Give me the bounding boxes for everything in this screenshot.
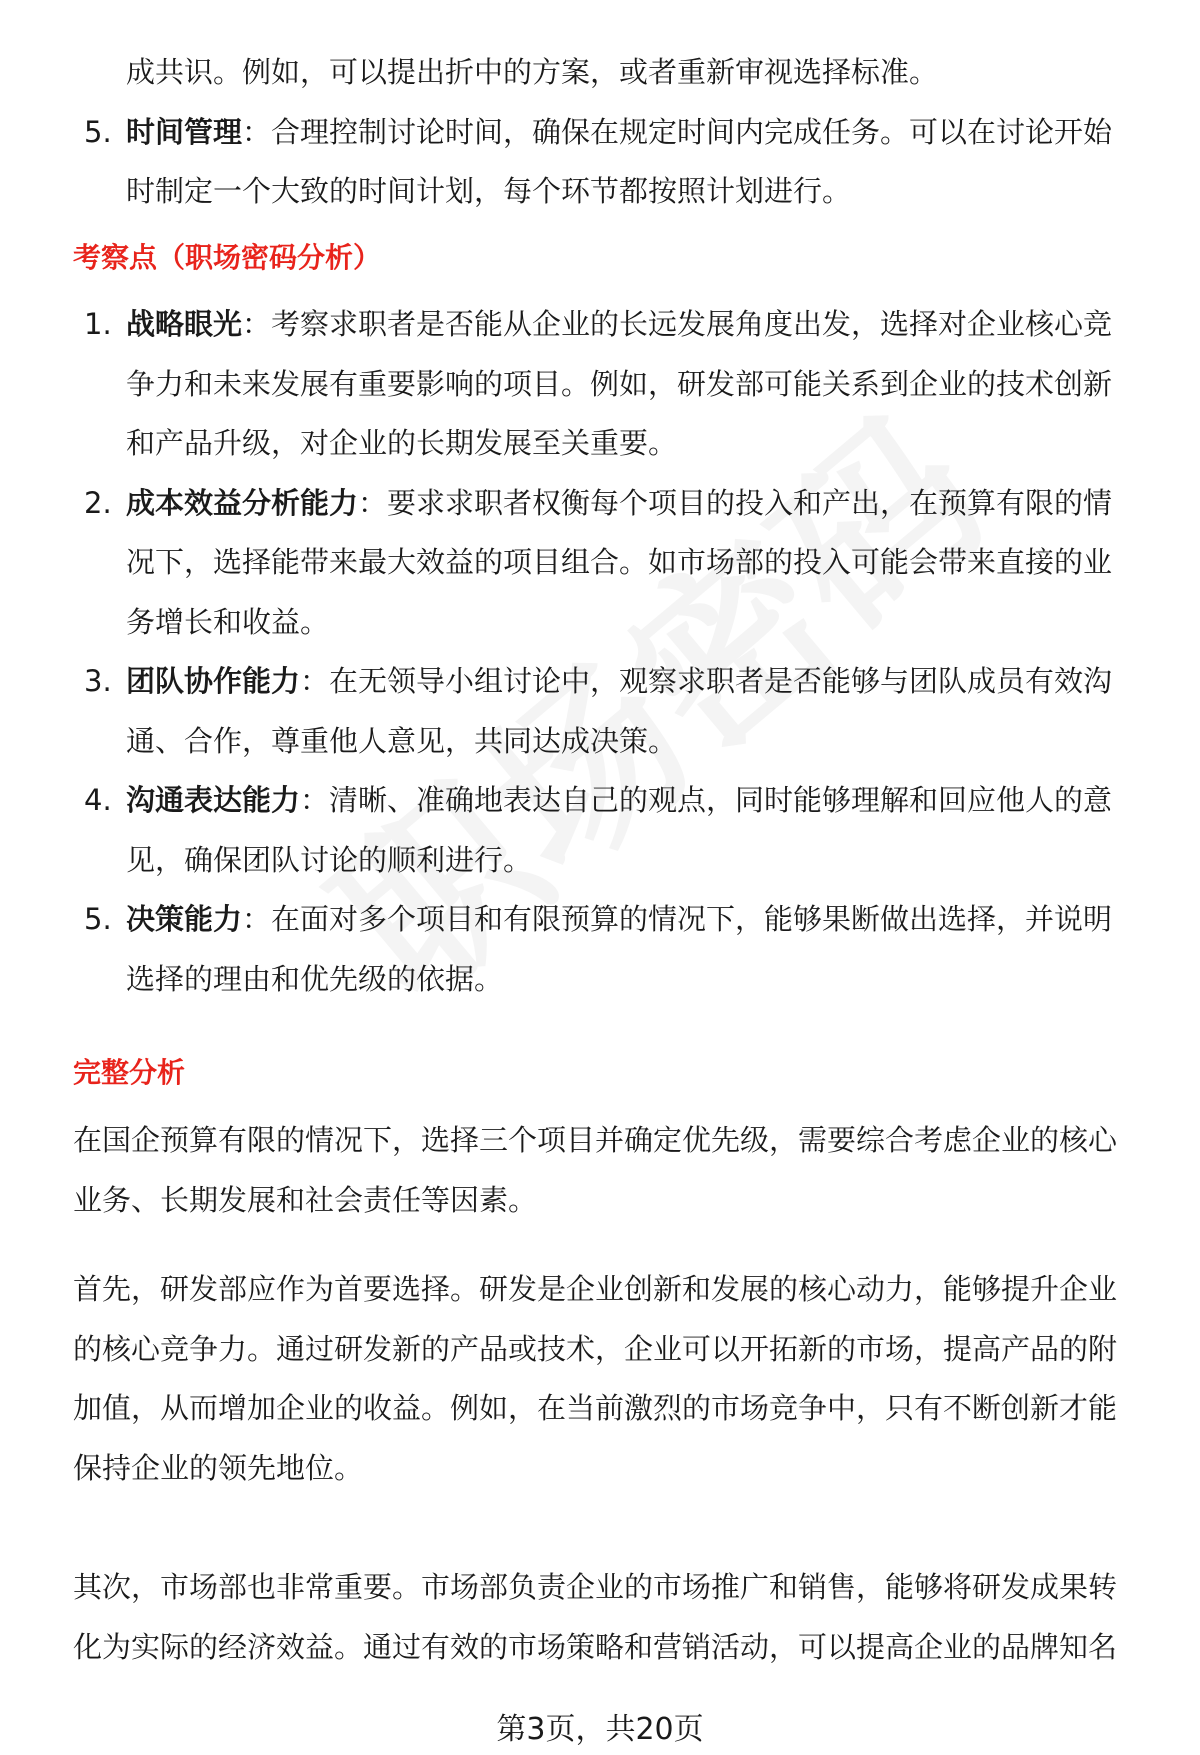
- list-item: [0, 652, 1200, 771]
- section-title-analysis: 完整分析: [73, 1056, 186, 1089]
- item-term: 沟通表达能力: [126, 783, 301, 817]
- item-text: ：考察求职者是否能从企业的长远发展角度出发，选择对企业核心竞: [242, 307, 1113, 341]
- text-line: 的核心竞争力。通过研发新的产品或技术，企业可以开拓新的市场，提高产品的附: [73, 1331, 1118, 1366]
- text-line: 首先，研发部应作为首要选择。研发是企业创新和发展的核心动力，能够提升企业: [73, 1272, 1118, 1306]
- list-number: 2.: [84, 485, 112, 520]
- text-line: 在国企预算有限的情况下，选择三个项目并确定优先级，需要综合考虑企业的核心: [73, 1123, 1118, 1157]
- paragraph: [73, 1558, 1117, 1677]
- text-line: 况下，选择能带来最大效益的项目组合。如市场部的投入可能会带来直接的业: [126, 545, 1113, 579]
- item-text: ：在无领导小组讨论中，观察求职者是否能够与团队成员有效沟: [300, 664, 1113, 698]
- section-title-assessment: 考察点（职场密码分析）: [73, 241, 382, 274]
- list-number: 5.: [84, 114, 112, 149]
- item-term: 时间管理: [126, 114, 243, 149]
- text-line: [0, 103, 1200, 163]
- list-item: [0, 295, 1200, 474]
- item-term: 团队协作能力: [126, 664, 301, 698]
- list-item: [0, 474, 1200, 653]
- list-item: [0, 771, 1200, 890]
- text-line: 争力和未来发展有重要影响的项目。例如，研发部可能关系到企业的技术创新: [126, 366, 1113, 401]
- text-line: 加值，从而增加企业的收益。例如，在当前激烈的市场竞争中，只有不断创新才能: [73, 1391, 1118, 1425]
- text-line: [0, 771, 1200, 831]
- text-line: 选择的理由和优先级的依据。: [126, 961, 504, 996]
- item-term: 成本效益分析能力: [126, 485, 359, 520]
- text-line: [0, 474, 1200, 534]
- list-item: [0, 890, 1200, 1009]
- text-line: 其次，市场部也非常重要。市场部负责企业的市场推广和销售，能够将研发成果转: [73, 1570, 1118, 1604]
- text-line: 化为实际的经济效益。通过有效的市场策略和营销活动，可以提高企业的品牌知名: [73, 1629, 1118, 1664]
- paragraph: [73, 1260, 1117, 1498]
- item-text: ：在面对多个项目和有限预算的情况下，能够果断做出选择，并说明: [242, 902, 1113, 936]
- text-line: 保持企业的领先地位。: [73, 1450, 364, 1485]
- text-line: 通、合作，尊重他人意见，共同达成决策。: [126, 723, 678, 758]
- list-number: 1.: [84, 307, 112, 341]
- text-line: 成共识。例如，可以提出折中的方案，或者重新审视选择标准。: [126, 55, 939, 89]
- text-line: [0, 890, 1200, 950]
- text-line: 和产品升级，对企业的长期发展至关重要。: [126, 426, 678, 460]
- page-number: 第3页，共20页: [496, 1712, 704, 1747]
- text-line: 务增长和收益。: [126, 604, 330, 639]
- list-item: [0, 103, 1200, 222]
- text-line: [0, 295, 1200, 355]
- list-number: 4.: [84, 783, 112, 817]
- assessment-list: [0, 295, 1200, 1009]
- item-text: ：清晰、准确地表达自己的观点，同时能够理解和回应他人的意: [300, 783, 1113, 817]
- item-term: 战略眼光: [126, 307, 243, 341]
- text-line: 时制定一个大致的时间计划，每个环节都按照计划进行。: [126, 174, 852, 208]
- paragraph: [73, 1111, 1117, 1230]
- item-text: ：要求求职者权衡每个项目的投入和产出，在预算有限的情: [358, 485, 1113, 520]
- list-number: 3.: [84, 664, 112, 698]
- text-line: 见，确保团队讨论的顺利进行。: [126, 842, 533, 877]
- text-line: [0, 652, 1200, 712]
- text-line: 业务、长期发展和社会责任等因素。: [73, 1182, 538, 1217]
- item-term: 决策能力: [126, 902, 243, 936]
- list-number: 5.: [84, 902, 112, 936]
- intro-continuation: [0, 43, 1200, 222]
- item-text: ：合理控制讨论时间，确保在规定时间内完成任务。可以在讨论开始: [242, 114, 1113, 149]
